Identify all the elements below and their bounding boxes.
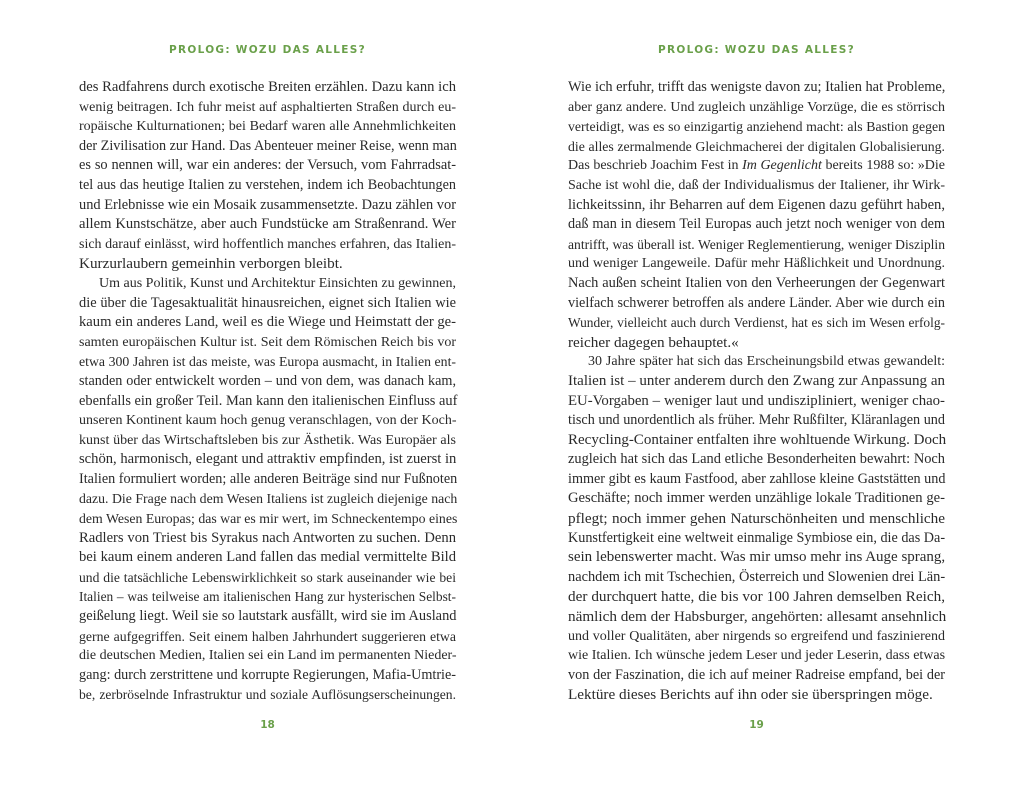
text-line: ropäische Kulturnationen; bei Bedarf waren alle Annehmlichkeiten: [79, 119, 456, 135]
text-line: die über die Tagesaktualität hinausreichen, eignet sich Italien wie: [79, 294, 456, 311]
text-line: sein lebenswerter macht. Was mir umso mehr ins Auge sprang,: [568, 549, 946, 566]
text-line: gerne aufgegriffen. Seit einem halben Jahrhundert suggerieren etwa: [79, 628, 456, 644]
text-run: Das beschrieb Joachim Fest in: [568, 158, 743, 174]
text-line: 30 Jahre später hat sich das Erscheinungsbild etwas gewandelt:: [588, 354, 945, 370]
text-line: und die tatsächliche Lebenswirklichkeit so stark auseinander wie bei: [79, 569, 456, 585]
text-line: etwa 300 Jahren ist das meiste, was Europa ausmacht, in Italien ent-: [79, 354, 456, 370]
text-line: wenig beitragen. Ich fuhr meist auf asphaltierten Straßen durch eu-: [79, 99, 456, 115]
text-line: gang: durch zerstrittene und korrupte Regierungen, Mafia-Umtrie-: [79, 666, 457, 683]
text-line: des Radfahrens durch exotische Breiten erzählen. Dazu kann ich: [79, 79, 456, 95]
text-line: und weniger Langeweile. Dafür mehr Häßlichkeit und Unordnung.: [568, 256, 945, 272]
text-line: vielfach schwerer betroffen als andere Länder. Aber wie durch ein: [568, 294, 945, 311]
text-line: und Erlebnisse wie ein Mosaik zusammensetzte. Dazu zählen vor: [79, 196, 456, 213]
text-line: reicher dagegen behauptet.«: [568, 333, 739, 351]
text-line: be, zerbröselnde Infrastruktur und soziale Auflösungserscheinungen.: [79, 687, 456, 703]
text-line: von der Faszination, die ich auf meiner Radreise empfand, bei der: [568, 666, 945, 683]
text-line: bei kaum einem anderen Land fallen das medial vermittelte Bild: [79, 549, 456, 566]
text-line: Recycling-Container entfalten ihre wohltuende Wirkung. Doch: [568, 431, 947, 448]
right-page: [568, 0, 945, 791]
text-line: daß man in diesem Teil Europas auch jetzt noch weniger von dem: [568, 216, 945, 233]
text-line: sich darauf einlässt, wird hoffentlich manches erfahren, das Italien-: [79, 236, 456, 252]
text-line: verteidigt, was es so einzigartig anziehend macht: als Bastion gegen: [568, 119, 945, 135]
text-line: die alles zermalmende Gleichmacherei der digitalen Globalisierung.: [568, 138, 945, 154]
text-line: der durchquert hatte, die bis vor 100 Jahren demselben Reich,: [568, 588, 945, 606]
text-line: dazu. Die Frage nach dem Wesen Italiens ist zugleich diejenige nach: [79, 491, 458, 507]
book-title-italic: Im Gegenlicht: [742, 158, 822, 174]
body-text: [568, 78, 945, 705]
page-number: 19: [749, 719, 764, 731]
text-line: dem Wesen Europas; das war es mir wert, im Schneckentempo eines: [79, 511, 458, 527]
text-line: ebenfalls ein großer Teil. Man kann den italienischen Einfluss auf: [79, 392, 458, 409]
text-line: Kurzurlaubern gemeinhin verborgen bleibt.: [79, 255, 343, 273]
text-line: und voller Qualitäten, aber nirgends so ergreifend und faszinierend: [568, 628, 945, 644]
text-line: antrifft, was überall ist. Weniger Reglementierung, weniger Disziplin: [568, 236, 945, 252]
text-line: samten europäischen Kultur ist. Seit dem Römischen Reich bis vor: [79, 334, 456, 350]
text-line: tisch und unordentlich als früher. Mehr Rußfilter, Kläranlagen und: [568, 412, 945, 429]
text-line: Wie ich erfuhr, trifft das wenigste davon zu; Italien hat Probleme,: [568, 79, 946, 95]
text-line: tel aus das heutige Italien zu verstehen, indem ich Beobachtungen: [79, 176, 456, 193]
text-line: lichkeitssinn, ihr Beharren auf dem Eigenen dazu geführt haben,: [568, 196, 945, 213]
text-line: es so nennen will, war ein anderes: der Versuch, vom Fahrradsat-: [79, 157, 456, 174]
text-line: schön, harmonisch, elegant und attraktiv empfinden, ist zuerst in: [79, 451, 457, 468]
text-line: Lektüre dieses Berichts auf ihn oder sie überspringen möge.: [568, 686, 933, 704]
body-text: [79, 78, 456, 705]
text-line: pflegt; noch immer gehen Naturschönheiten und menschliche: [568, 510, 945, 528]
text-run: bereits 1988 so: »Die: [821, 158, 945, 174]
text-line: EU-Vorgaben – weniger laut und undiszipliniert, weniger chao-: [568, 392, 945, 409]
text-line: immer gibt es kaum Fastfood, aber zahllose kleine Gaststätten und: [568, 470, 946, 487]
text-line: Nach außen scheint Italien von den Verheerungen der Gegenwart: [568, 274, 945, 291]
text-line: kunst über das Wirtschaftsleben bis zur Ästhetik. Was Europäer als: [79, 432, 456, 448]
text-line: Kunstfertigkeit eine weltweit einmalige Symbiose ein, die das Da-: [568, 529, 946, 546]
text-line: aber ganz andere. Und zugleich unzählige Vorzüge, die es störrisch: [568, 99, 945, 115]
running-head: PROLOG: WOZU DAS ALLES?: [168, 44, 367, 56]
text-line: Radlers von Triest bis Syrakus nach Antworten zu suchen. Denn: [79, 529, 456, 546]
page-number: 18: [260, 719, 275, 731]
text-line: der Zivilisation zur Hand. Das Abenteuer meiner Reise, wenn man: [79, 137, 457, 154]
text-line: geißelung liegt. Weil sie so lautstark ausfällt, wird sie im Ausland: [79, 608, 457, 625]
text-line: Wunder, vielleicht auch durch Verdienst, hat es sich im Wesen erfolg-: [568, 315, 945, 331]
text-line: Sache ist wohl die, daß der Individualismus der Italiener, ihr Wirk-: [568, 177, 945, 193]
text-line: nachdem ich mit Tschechien, Österreich und Slowenien drei Län-: [568, 568, 946, 585]
text-line: zugleich hat sich das Land etliche Besonderheiten bewahrt: Noch: [568, 451, 945, 468]
text-line: Um aus Politik, Kunst und Architektur Einsichten zu gewinnen,: [99, 275, 456, 291]
text-line: die deutschen Medien, Italien sei ein Land im permanenten Nieder-: [79, 648, 457, 664]
left-page: [79, 0, 456, 791]
text-line: [568, 156, 945, 176]
text-line: kaum ein anderes Land, weil es die Wiege und Heimstatt der ge-: [79, 314, 456, 331]
running-head: PROLOG: WOZU DAS ALLES?: [657, 44, 856, 56]
text-line: allem Kunstschätze, aber auch Fundstücke am Straßenrand. Wer: [79, 216, 456, 233]
text-line: nämlich dem der Habsburger, angehörten: allesamt ansehnlich: [568, 608, 947, 626]
text-line: Geschäfte; noch immer werden unzählige lokale Traditionen ge-: [568, 490, 945, 507]
text-line: Italien – was teilweise am italienischen Hang zur hysterischen Selbst-: [79, 589, 456, 605]
text-line: standen oder entwickelt worden – und von dem, was danach kam,: [79, 372, 456, 389]
text-line: wie Italien. Ich wünsche jedem Leser und jeder Leserin, dass etwas: [568, 648, 946, 664]
text-line: unseren Kontinent kaum hoch genug veranschlagen, von der Koch-: [79, 413, 457, 429]
text-line: Italien formuliert worden; alle anderen Beiträge sind nur Fußnoten: [79, 470, 458, 487]
text-line: Italien ist – unter anderem durch den Zwang zur Anpassung an: [568, 372, 945, 389]
